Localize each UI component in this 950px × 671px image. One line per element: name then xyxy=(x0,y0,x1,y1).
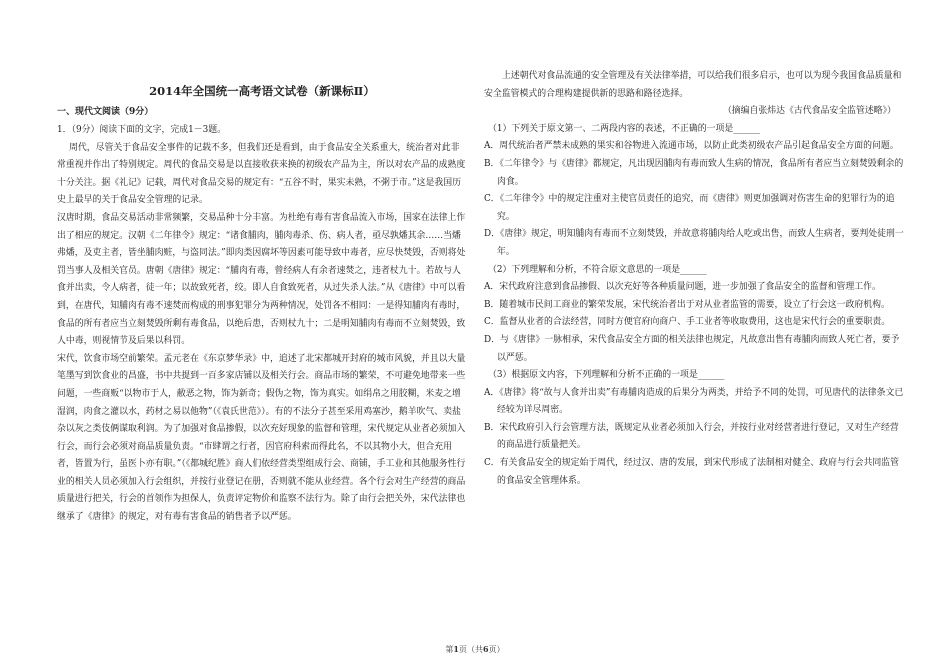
question-1-option-b: B．《二年律令》与《唐律》都规定，凡出现因脯肉有毒而致人生病的情况，食品所有者应当立刻焚毁剩余的肉食。 xyxy=(484,158,904,187)
footer-total-pages: 6 xyxy=(483,644,489,654)
footer-suffix: 页） xyxy=(488,645,505,654)
footer-mid: 页（共 xyxy=(459,645,483,654)
question-3-option-a: A．《唐律》将“故与人食并出卖”有毒脯肉造成的后果分为两类，并给予不同的处罚，可见唐代的法律条文已经较为详尽周密。 xyxy=(484,387,904,416)
question-2-option-c: C．监督从业者的合法经营，同时方便官府向商户、手工业者等收取费用，这也是宋代行会的重要职责。 xyxy=(484,317,891,328)
question-1-stem: （1）下列关于原文第一、二两段内容的表述，不正确的一项是______ xyxy=(488,123,760,134)
passage-paragraph-3: 宋代，饮食市场空前繁荣。孟元老在《东京梦华录》中，追述了北宋都城开封府的城市风貌，并且以大量笔墨写到饮食业的昌盛，书中共提到一百多家店铺以及相关行会。商品市场的繁荣，不可避免地带来一些问题，一些商贩“以物市于人，敝恶之物，饰为新奇；假伪之物，饰为真实。如绢帛之用胶糊，米麦之增湿润，肉食之灌以水，药材之易以他物”（《袁氏世范》）。有的不法分子甚至采用鸡塞沙，鹅羊吹气、卖盐杂以灰之类伎俩谋取利润。为了加强对食品掺假，以次充好现象的监督和管理，宋代规定从业者必须加入行会，而行会必须对商品质量负责。“市肆谓之行者，因官府科索而得此名，不以其物小大，但合充用者，皆置为行，虽医卜亦有职。”（《都城纪胜》商人们依经营类型组成行会、商铺，手工业和其他服务性行业的相关人员必须加入行会组织，并按行业登记在册，否则就不能从业经营。各个行会对生产经营的商品质量进行把关，行会的首领作为担保人，负责评定物价和监察不法行为。除了由行会把关外，宋代法律也继承了《唐律》的规定，对有毒有害食品的销售者予以严惩。 xyxy=(57,353,466,523)
footer-prefix: 第 xyxy=(445,645,454,654)
footer-page-number: 1 xyxy=(453,644,459,654)
passage-paragraph-2: 汉唐时期，食品交易活动非常频繁，交易品种十分丰富。为杜绝有毒有害食品流入市场，国家在法律上作出了相应的规定。汉朝《二年律令》规定：“诸食脯肉，脯肉毒杀、伤、病人者，亟尽孰燔其余……当燔弗燔，及吏主者，皆坐脯肉赃，与盗同法。”即肉类因腐坏等因素可能导致中毒者，应尽快焚毁，否则将处罚当事人及相关官员。唐朝《唐律》规定：“脯肉有毒，曾经病人有余者速焚之，违者杖九十。若故与人食并出卖，令人病者，徒一年；以故致死者，绞。即人自食致死者，从过失杀人法。”从《唐律》中可以看到，在唐代，知脯肉有毒不速焚而构成的刑事犯罪分为两种情况，处罚各不相同：一是得知脯肉有毒时，食品的所有者应当立刻焚毁所剩有毒食品，以绝后患，否则杖九十；二是明知脯肉有毒而不立刻焚毁，致人中毒，则视情节及后果以科罚。 xyxy=(57,212,466,347)
left-column xyxy=(57,0,467,527)
question-1-head: 1．（9分）阅读下面的文字，完成1－3题。 xyxy=(57,125,227,135)
right-column xyxy=(484,68,904,490)
question-1-option-c: C．《二年律令》中的规定注重对主使官员责任的追究，而《唐律》则更加强调对伤害生命的犯罪行为的追究。 xyxy=(484,194,895,222)
passage-paragraph-1 xyxy=(57,140,467,210)
question-3-option-b: B．宋代政府引入行会管理方法，既规定从业者必须加入行会，并按行业对经营者进行登记，又对生产经营的商品进行质量把关。 xyxy=(484,422,899,451)
question-1-option-d: D．《唐律》规定，明知脯肉有毒而不立刻焚毁，并故意将脯肉给人吃或出售，而致人生病者，要判处徒刑一年。 xyxy=(484,229,904,257)
question-1-option-a: A．周代统治者严禁未成熟的果实和谷物进入流通市场，以防止此类初级农产品引起食品安全方面的问题。 xyxy=(484,141,899,152)
source-citation: （摘编自张炜达《古代食品安全监管述略》） xyxy=(722,106,896,117)
passage-paragraph-1-text: 周代，尽管关于食品安全事件的记载不多，但我们还是看到，由于食品安全关系重大，统治者对此非常重视并作出了特别规定。周代的食品交易是以直接收获来换的初级农产品为主，所以对农产品的成熟度十分关注。据《礼记》记载，周代对食品交易的规定有：“五谷不时，果实未熟，不粥于市。”这是我国历史上最早的关于食品安全管理的记录。 xyxy=(57,142,466,206)
question-3-option-c: C．有关食品安全的规定始于周代，经过汉、唐的发展，到宋代形成了法制相对健全、政府与行会共同监管的食品安全管理体系。 xyxy=(484,458,900,486)
section-heading: 一、现代文阅读（9分） xyxy=(57,107,154,117)
page-title: 2014年全国统一高考语文试卷（新课标Ⅱ） xyxy=(149,84,375,98)
passage-paragraph-4: 上述朝代对食品流通的安全管理及有关法律举措，可以给我们很多启示，也可以为现今我国食品质量和安全监管模式的合理构建提供新的思路和路径选择。 xyxy=(484,71,902,99)
question-3-stem: （3）根据原文内容，下列理解和分析不正确的一项是______ xyxy=(488,370,725,381)
question-2-option-a: A．宋代政府注意到食品掺假、以次充好等各种质量问题，进一步加强了食品安全的监督和管理工作。 xyxy=(484,282,881,293)
question-2-stem: （2）下列理解和分析，不符合原文意思的一项是______ xyxy=(488,264,707,275)
question-2-option-d: D．与《唐律》一脉相承，宋代食品安全方面的相关法律也规定，凡故意出售有毒脯肉而致人死亡者，要予以严惩。 xyxy=(484,334,900,363)
page-footer xyxy=(0,644,950,655)
question-2-option-b: B．随着城市民间工商业的繁荣发展，宋代统治者出于对从业者监管的需要，设立了行会这一政府机构。 xyxy=(484,299,890,310)
